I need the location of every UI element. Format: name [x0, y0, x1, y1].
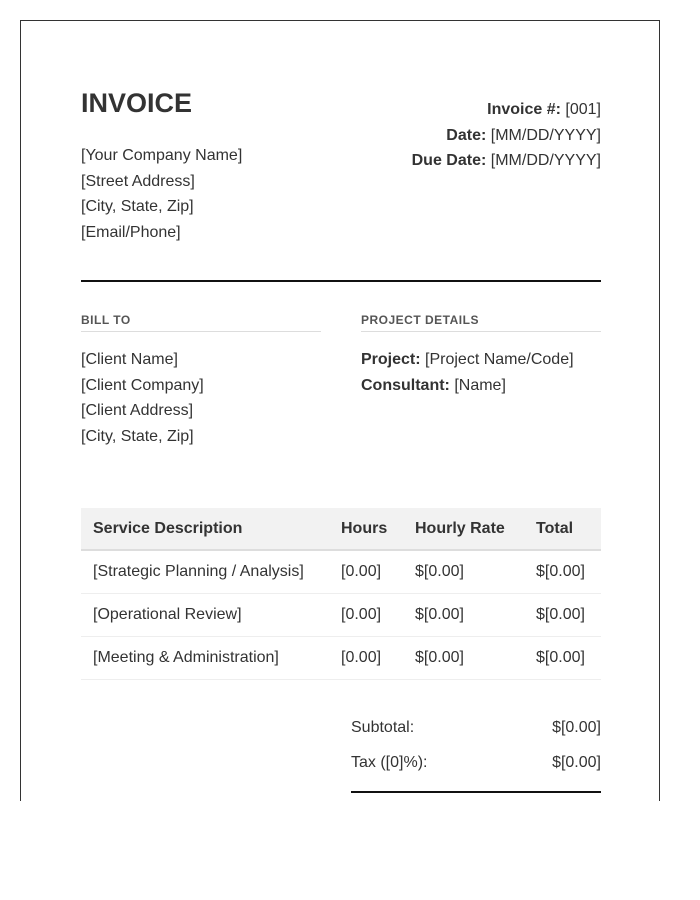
- client-city: [City, State, Zip]: [81, 427, 194, 445]
- invoice-date-label: Date:: [446, 126, 487, 144]
- due-date-value: [MM/DD/YYYY]: [490, 152, 601, 170]
- service-total: $[0.00]: [524, 636, 601, 679]
- invoice-number-row: [412, 97, 601, 123]
- service-description: [Strategic Planning / Analysis]: [81, 550, 329, 593]
- column-header-hours: Hours: [329, 508, 403, 550]
- tax-value: $[0.00]: [552, 754, 601, 771]
- subtotal-label: Subtotal:: [351, 719, 415, 736]
- service-rate: $[0.00]: [403, 636, 524, 679]
- table-row: [81, 550, 601, 593]
- tax-label: Tax ([0]%):: [351, 754, 428, 771]
- company-city: [City, State, Zip]: [81, 198, 194, 216]
- totals-divider: [351, 791, 601, 793]
- column-header-total: Total: [524, 508, 601, 550]
- invoice-title: INVOICE: [81, 88, 193, 118]
- bill-to-heading: BILL TO: [81, 313, 321, 332]
- services-table: [81, 508, 601, 680]
- invoice-date-row: [412, 123, 601, 149]
- consultant-label: Consultant:: [361, 376, 450, 394]
- invoice-date-value: [MM/DD/YYYY]: [490, 126, 601, 144]
- invoice-page: [20, 20, 660, 801]
- due-date-label: Due Date:: [411, 152, 487, 170]
- service-hours: [0.00]: [329, 550, 403, 593]
- project-value: [Project Name/Code]: [425, 351, 574, 368]
- project-row: [361, 347, 601, 373]
- totals-block: [351, 715, 601, 785]
- project-details-heading: PROJECT DETAILS: [361, 313, 601, 332]
- table-row: [81, 636, 601, 679]
- column-header-description: Service Description: [81, 508, 329, 550]
- service-total: $[0.00]: [524, 593, 601, 636]
- client-address: [Client Address]: [81, 402, 194, 420]
- project-details-section: [361, 313, 601, 398]
- service-total: $[0.00]: [524, 550, 601, 593]
- subtotal-value: $[0.00]: [552, 719, 601, 736]
- client-company: [Client Company]: [81, 376, 204, 394]
- service-description: [Meeting & Administration]: [81, 636, 329, 679]
- header-divider: [81, 280, 601, 282]
- table-row: [81, 593, 601, 636]
- project-label: Project:: [361, 351, 421, 368]
- company-street: [Street Address]: [81, 172, 195, 190]
- consultant-row: [361, 373, 601, 399]
- table-header-row: [81, 508, 601, 550]
- tax-row: [351, 750, 601, 785]
- column-header-rate: Hourly Rate: [403, 508, 524, 550]
- bill-to-section: [81, 313, 321, 449]
- service-hours: [0.00]: [329, 636, 403, 679]
- company-name: [Your Company Name]: [81, 147, 243, 164]
- subtotal-row: [351, 715, 601, 750]
- client-name: [Client Name]: [81, 351, 178, 368]
- consultant-value: [Name]: [454, 376, 506, 394]
- company-contact: [Email/Phone]: [81, 223, 181, 241]
- bill-to-body: [81, 347, 321, 449]
- service-rate: $[0.00]: [403, 593, 524, 636]
- project-details-body: [361, 347, 601, 398]
- invoice-meta: [412, 97, 601, 174]
- invoice-number-label: Invoice #:: [487, 101, 561, 118]
- invoice-number-value: [001]: [565, 101, 601, 118]
- service-hours: [0.00]: [329, 593, 403, 636]
- company-info: [81, 143, 242, 245]
- service-rate: $[0.00]: [403, 550, 524, 593]
- service-description: [Operational Review]: [81, 593, 329, 636]
- due-date-row: [412, 148, 601, 174]
